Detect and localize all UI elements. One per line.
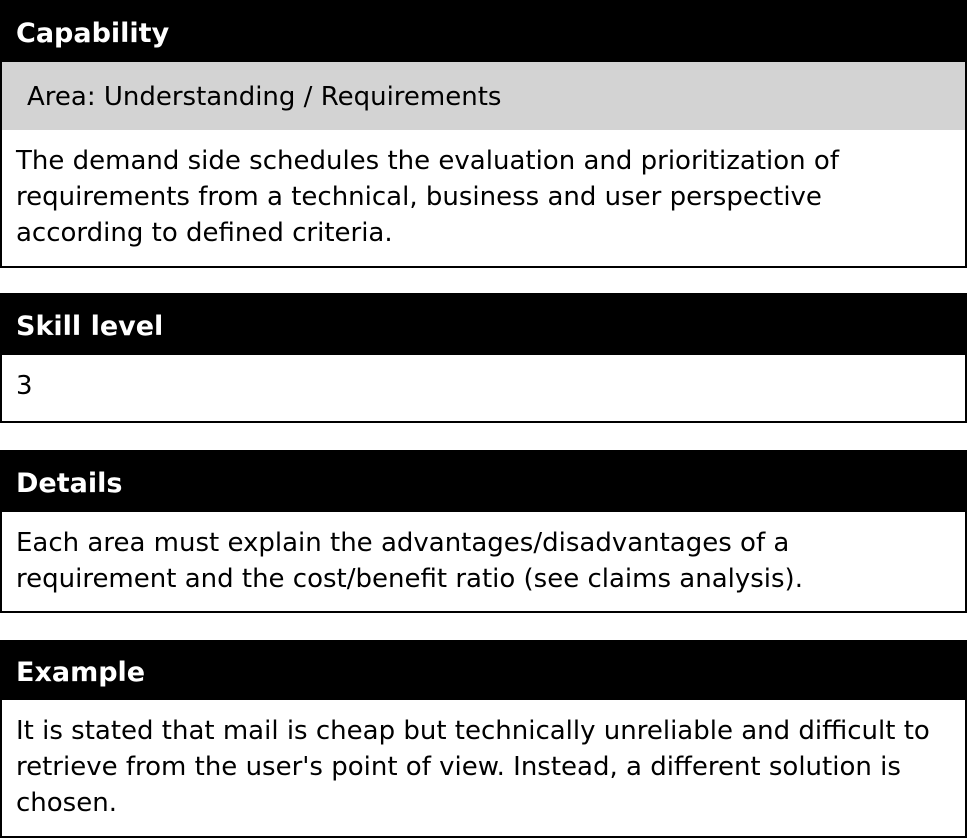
example-text: It is stated that mail is cheap but technically unreliable and difficult to retrieve from the user's point of view. Instead, a different solution is chosen.	[0, 700, 967, 838]
capability-area: Area: Understanding / Requirements	[0, 62, 967, 130]
details-header: Details	[0, 450, 967, 512]
details-section	[0, 450, 967, 613]
capability-text: The demand side schedules the evaluation and prioritization of requirements from a technical, business and user perspective according to defined criteria.	[0, 130, 967, 268]
capability-section	[0, 0, 967, 268]
capability-header: Capability	[0, 0, 967, 62]
skill-level-header: Skill level	[0, 293, 967, 355]
skill-level-value: 3	[0, 355, 967, 423]
skill-level-section	[0, 293, 967, 423]
example-section	[0, 640, 967, 838]
example-header: Example	[0, 640, 967, 700]
details-text: Each area must explain the advantages/disadvantages of a requirement and the cost/benefit ratio (see claims analysis).	[0, 512, 967, 613]
